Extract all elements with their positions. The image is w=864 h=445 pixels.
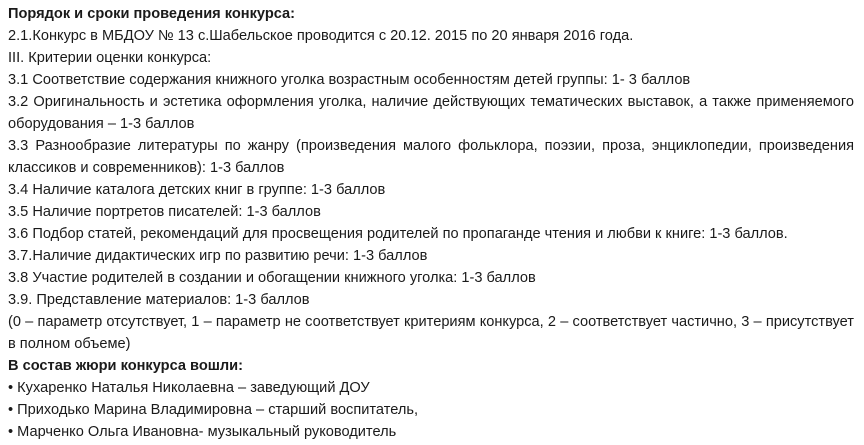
jury-heading: В состав жюри конкурса вошли:	[8, 358, 243, 374]
criterion-3-5: 3.5 Наличие портретов писателей: 1-3 баллов	[8, 204, 321, 220]
criterion-3-9: 3.9. Представление материалов: 1-3 баллов	[8, 292, 310, 308]
jury-member: • Приходько Марина Владимировна – старший воспитатель,	[8, 402, 419, 418]
criterion-3-1: 3.1 Соответствие содержания книжного уголка возрастным особенностям детей группы: 1- 3 баллов	[8, 72, 691, 88]
jury-member: • Марченко Ольга Ивановна- музыкальный руководитель	[8, 424, 397, 440]
criterion-3-4: 3.4 Наличие каталога детских книг в группе: 1-3 баллов	[8, 182, 386, 198]
jury-member: • Кухаренко Наталья Николаевна – заведующий ДОУ	[8, 380, 370, 396]
criterion-3-2: 3.2 Оригинальность и эстетика оформления уголка, наличие действующих тематических выставок, а также применяемого оборудования – 1-3 баллов	[8, 94, 854, 132]
criterion-3-8: 3.8 Участие родителей в создании и обогащении книжного уголка: 1-3 баллов	[8, 270, 536, 286]
scoring-scale-note: (0 – параметр отсутствует, 1 – параметр не соответствует критериям конкурса, 2 – соответствует частично, 3 – присутствует в полном объеме)	[8, 314, 854, 352]
criterion-3-6: 3.6 Подбор статей, рекомендаций для просвещения родителей по пропаганде чтения и любви к книге: 1-3 баллов.	[8, 226, 788, 242]
paragraph-2-1: 2.1.Конкурс в МБДОУ № 13 с.Шабельское проводится с 20.12. 2015 по 20 января 2016 года.	[8, 28, 634, 44]
section-heading-order: Порядок и сроки проведения конкурса:	[8, 6, 296, 22]
criterion-3-7: 3.7.Наличие дидактических игр по развитию речи: 1-3 баллов	[8, 248, 428, 264]
section-heading-criteria: III. Критерии оценки конкурса:	[8, 50, 212, 66]
criterion-3-3: 3.3 Разнообразие литературы по жанру (произведения малого фольклора, поэзии, проза, энциклопедии, произведения классиков и современников): 1-3 баллов	[8, 138, 854, 176]
